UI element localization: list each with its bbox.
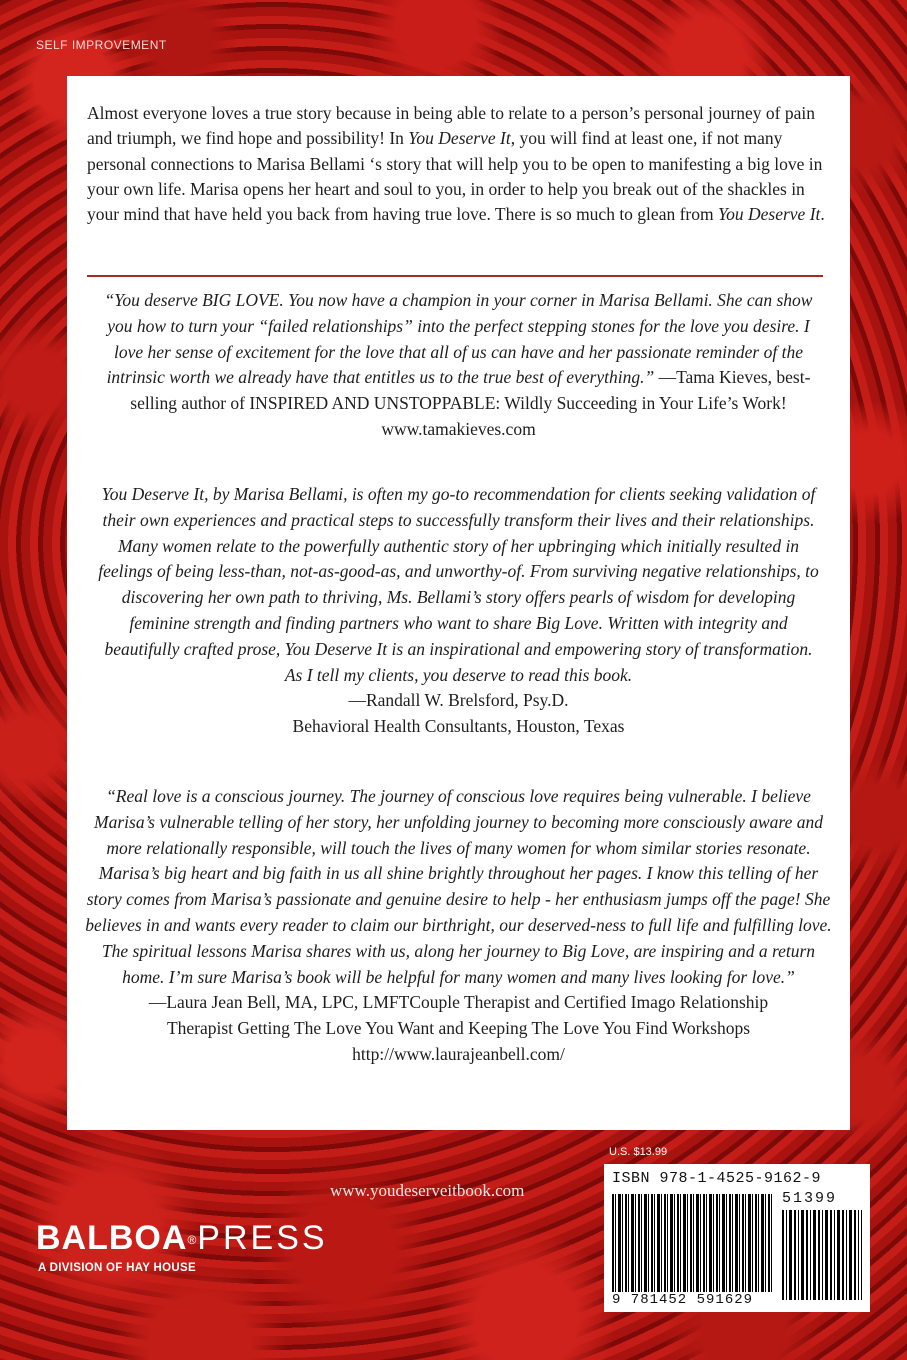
publisher-logo <box>36 1219 328 1258</box>
price-label: U.S. $13.99 <box>609 1146 668 1158</box>
ean-barcode-bars <box>612 1194 772 1294</box>
registered-mark: ® <box>187 1233 198 1248</box>
endorsement-2 <box>67 482 850 740</box>
description-text-3: . <box>820 204 825 225</box>
endorsement-attribution: —Randall W. Brelsford, Psy.D. <box>348 690 569 711</box>
price-code: 51399 <box>782 1190 838 1207</box>
publisher-name-regular: PRESS <box>197 1219 328 1257</box>
publisher-division: A DIVISION OF HAY HOUSE <box>38 1262 196 1274</box>
book-title-italic-2: You Deserve It <box>717 204 821 225</box>
endorsement-3 <box>67 784 850 1068</box>
book-description <box>87 101 832 227</box>
book-title-italic-1: You Deserve It <box>408 128 511 149</box>
endorsement-affiliation: Behavioral Health Consultants, Houston, Texas <box>292 716 625 737</box>
endorsement-attribution: —Laura Jean Bell, MA, LPC, LMFTCouple Therapist and Certified Imago Relationship Therapist Getting The Love You Want and Keeping The Love You Find Workshops http://www.laurajeanbell.com/ <box>148 992 769 1064</box>
endorsement-1 <box>67 288 850 443</box>
category-label: SELF IMPROVEMENT <box>36 38 167 52</box>
back-cover-text-panel <box>67 76 850 1130</box>
endorsement-quote: You Deserve It, by Marisa Bellami, is often my go-to recommendation for clients seeking validation of their own experiences and practical steps to successfully transform their lives and their relationships. Many women relate to the powerfully authentic story of her upbringing which initially resulted in feelings of being less-than, not-as-good-as, and unworthy-of. From surviving negative relationships, to discovering her own path to thriving, Ms. Bellami’s story offers pearls of wisdom for developing feminine strength and finding partners who want to share Big Love. Written with integrity and beautifully crafted prose, You Deserve It is an inspirational and empowering story of transformation. As I tell my clients, you deserve to read this book. <box>98 484 819 685</box>
description-text-1: Almost everyone loves a true story because in being able to relate to a person’s personal journey of pain and triumph, we find hope and possibility! In <box>87 103 815 149</box>
endorsement-attribution: —Tama Kieves, best-selling author of INSPIRED AND UNSTOPPABLE: Wildly Succeeding in Your Life’s Work! www.tamakieves.com <box>130 367 811 439</box>
endorsement-quote: “Real love is a conscious journey. The journey of conscious love requires being vulnerable. I believe Marisa’s vulnerable telling of her story, her unfolding journey to becoming more consciously aware and more relationally responsible, will touch the lives of many women for whom similar stories resonate. Marisa’s big heart and big faith in us all shine brightly throughout her pages. I know this telling of her story comes from Marisa’s passionate and genuine desire to help - her enthusiasm jumps off the page! She believes in and wants every reader to claim our birthright, our deserved-ness to full life and fulfilling love. The spiritual lessons Marisa shares with us, along her journey to Big Love, are inspiring and a return home. I’m sure Marisa’s book will be helpful for many women and many lives looking for love.” <box>85 786 832 987</box>
addon-barcode-bars <box>782 1210 862 1300</box>
isbn-number: ISBN 978-1-4525-9162-9 <box>612 1170 822 1187</box>
endorsement-quote: “You deserve BIG LOVE. You now have a champion in your corner in Marisa Bellami. She can show you how to turn your “failed relationships” into the perfect stepping stones for the love you desire. I love her sense of excitement for the love that all of us can have and her passionate reminder of the intrinsic worth we already have that entitles us to the true best of everything.” <box>104 290 813 388</box>
section-divider <box>87 275 823 277</box>
ean-digits: 9 781452 591629 <box>612 1292 782 1308</box>
website-url: www.youdeserveitbook.com <box>330 1181 525 1200</box>
publisher-name-bold: BALBOA <box>36 1219 188 1257</box>
isbn-barcode <box>604 1164 870 1312</box>
description-text-2: , you will find at least one, if not many personal connections to Marisa Bellami ‘s story that will help you to be open to manifesting a big love in your own life. Marisa opens her heart and soul to you, in order to help you break out of the shackles in your mind that have held you back from having true love. There is so much to glean from <box>87 128 823 225</box>
